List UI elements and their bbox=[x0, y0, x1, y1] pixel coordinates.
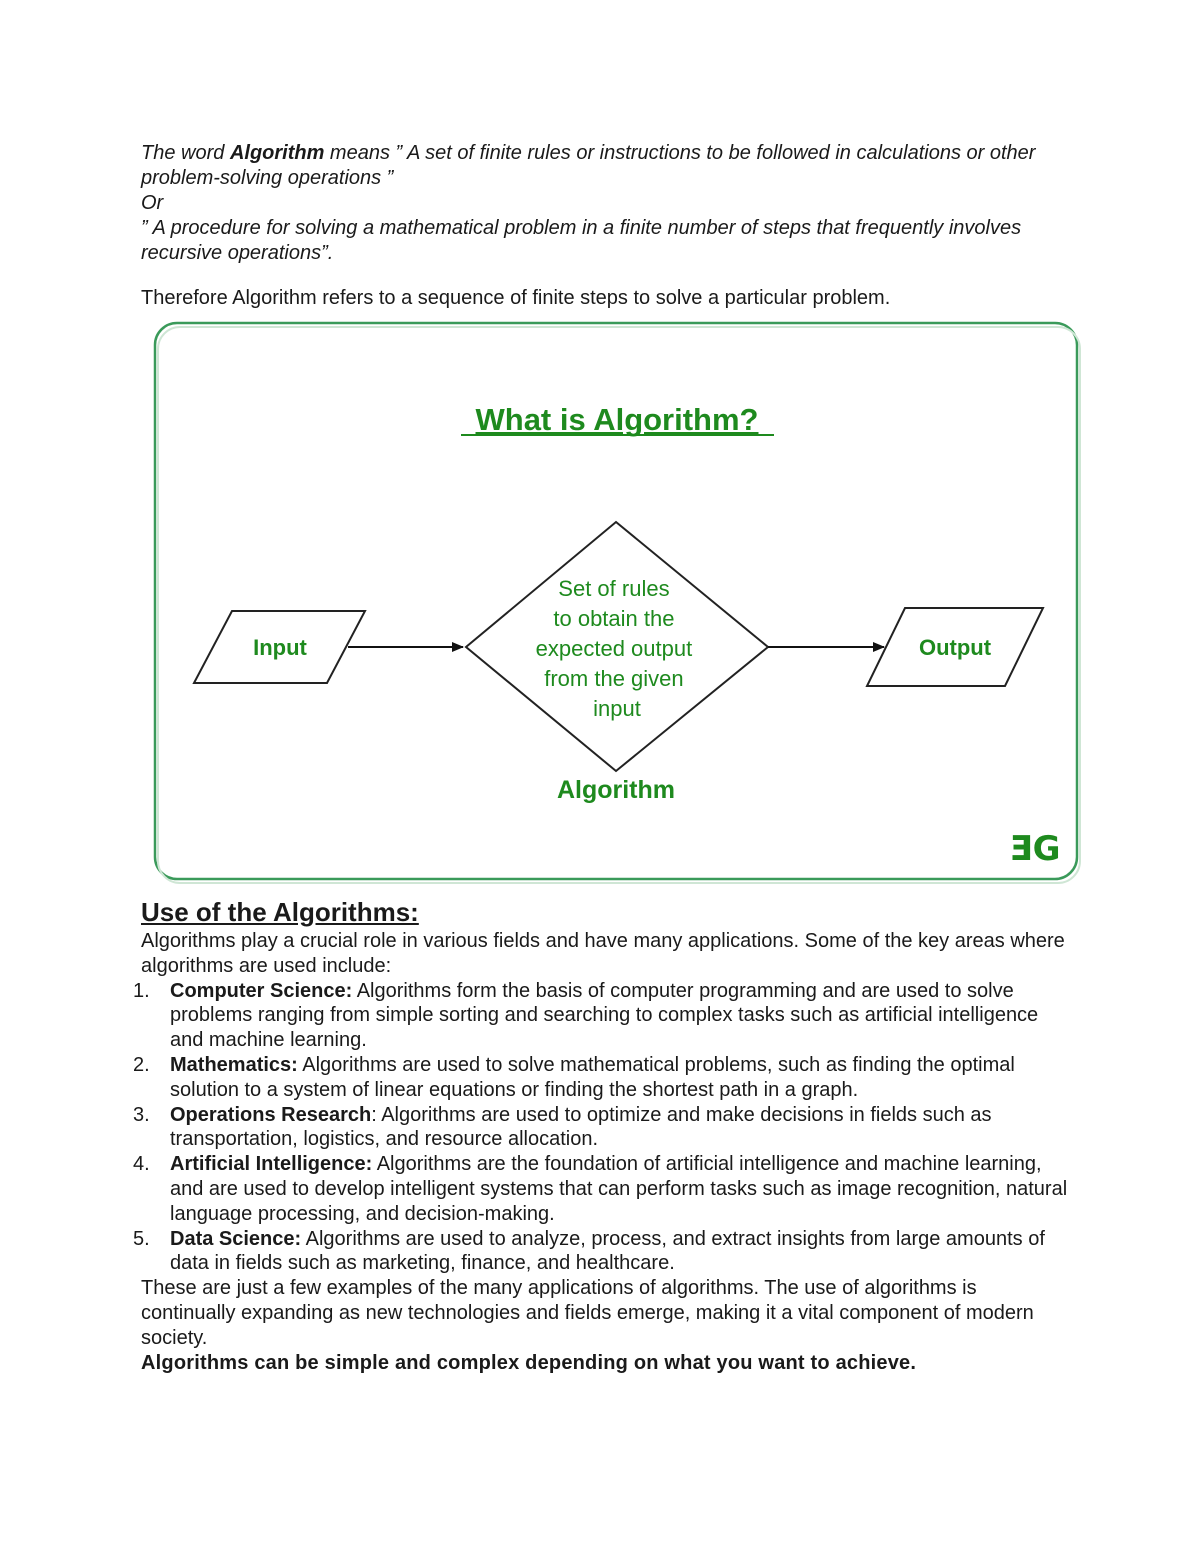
list-text: Algorithms are used to analyze, process, and extract insights from large amounts of data in fields such as marketing, finance, and healthcare. bbox=[170, 1227, 1045, 1275]
list-text: Algorithms are the foundation of artificial intelligence and machine learning, and are used to develop intelligent systems that can perform tasks such as image recognition, natural language processing, and decision-making. bbox=[170, 1153, 1068, 1225]
list-term: Artificial Intelligence: bbox=[170, 1153, 373, 1176]
list-number: 2. bbox=[133, 1053, 150, 1076]
list-text: Algorithms form the basis of computer programming and are used to solve problems ranging from simple sorting and searching to complex tasks such as artificial intelligence and machine learning. bbox=[170, 979, 1039, 1052]
uses-closing: These are just a few examples of the many applications of algorithms. The use of algorithms is continually expanding as new technologies and fields emerge, making it a vital component of modern society. bbox=[141, 1277, 1034, 1349]
decision-line: Set of rules bbox=[558, 576, 670, 601]
therefore-sentence: Therefore Algorithm refers to a sequence of finite steps to solve a particular problem. bbox=[141, 287, 891, 309]
list-term: Operations Research bbox=[170, 1103, 372, 1126]
intro-or: Or bbox=[141, 192, 164, 214]
list-item bbox=[133, 1152, 1071, 1226]
algorithm-diagram-svg bbox=[152, 320, 1084, 886]
decision-line: expected output bbox=[535, 636, 693, 661]
diagram-title: What is Algorithm? bbox=[475, 402, 759, 437]
list-item bbox=[133, 1103, 1071, 1153]
list-term: Mathematics: bbox=[170, 1053, 298, 1076]
list-text: : Algorithms are used to optimize and make decisions in fields such as transportation, logistics, and resource allocation. bbox=[170, 1103, 992, 1151]
intro-text-post: means ” A set of finite rules or instructions to be followed in calculations or other problem-solving operations ” bbox=[141, 142, 1036, 189]
uses-list bbox=[133, 979, 1071, 1277]
gfg-logo: ƎG bbox=[1009, 829, 1061, 869]
decision-line: from the given bbox=[544, 666, 684, 691]
input-label: Input bbox=[253, 635, 307, 660]
intro-text-pre: The word bbox=[141, 142, 230, 164]
decision-line: input bbox=[593, 696, 641, 721]
uses-section bbox=[133, 929, 1071, 1375]
algorithm-diagram bbox=[152, 320, 1084, 886]
intro-line-2: ” A procedure for solving a mathematical problem in a finite number of steps that frequently involves recursive operations”. bbox=[141, 217, 1022, 264]
uses-heading: Use of the Algorithms: bbox=[141, 897, 419, 927]
list-item bbox=[133, 1227, 1071, 1277]
list-item bbox=[133, 979, 1071, 1053]
intro-term-algorithm: Algorithm bbox=[229, 142, 325, 164]
output-label: Output bbox=[918, 635, 992, 660]
algorithm-label: Algorithm bbox=[556, 776, 676, 804]
uses-intro: Algorithms play a crucial role in various fields and have many applications. Some of the key areas where algorithms are used include: bbox=[141, 930, 1065, 977]
list-number: 4. bbox=[133, 1153, 150, 1176]
list-number: 3. bbox=[133, 1103, 150, 1126]
intro-line-1 bbox=[141, 141, 1071, 191]
list-item bbox=[133, 1053, 1071, 1103]
uses-final-statement: Algorithms can be simple and complex depending on what you want to achieve. bbox=[141, 1351, 917, 1374]
list-text: Algorithms are used to solve mathematical problems, such as finding the optimal solution to a system of linear equations or finding the shortest path in a graph. bbox=[170, 1053, 1015, 1101]
intro-definition bbox=[141, 141, 1071, 266]
list-number: 5. bbox=[133, 1227, 150, 1250]
decision-line: to obtain the bbox=[553, 606, 675, 631]
list-term: Data Science: bbox=[170, 1227, 302, 1250]
list-term: Computer Science: bbox=[170, 979, 353, 1002]
list-number: 1. bbox=[133, 979, 150, 1002]
